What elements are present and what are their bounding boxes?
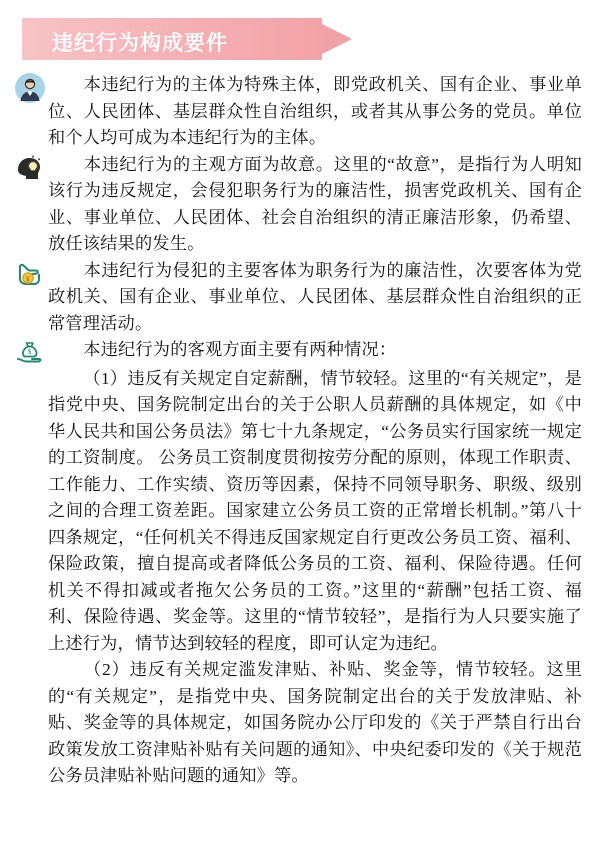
section-subject-text: 本违纪行为的主体为特殊主体，即党政机关、国有企业、事业单位、人民团体、基层群众性自治组织，或者其从事公务的党员。单位和个人均可成为本违纪行为的主体。 — [48, 75, 582, 147]
hand-money-bag-icon — [14, 337, 48, 371]
document-body — [18, 72, 582, 790]
objective-item-2-text: （2）违反有关规定滥发津贴、补贴、奖金等，情节较轻。这里的“有关规定”，是指党中央、国务院制定出台的关于发放津贴、补贴、奖金等的具体规定，如国务院办公厅印发的《关于严禁自行出台政策发放工资津贴补贴有关问题的通知》、中央纪委印发的《关于规范公务员津贴补贴问题的通知》等。 — [48, 660, 582, 785]
page-header-banner — [22, 18, 352, 60]
head-idea-bulb-icon — [14, 152, 48, 186]
page-title: 违纪行为构成要件 — [52, 32, 228, 55]
svg-text:$: $ — [27, 347, 32, 357]
section-objective-text: 本违纪行为的客观方面主要有两种情况： — [83, 340, 397, 359]
section-subject — [18, 72, 582, 152]
objective-item-2 — [18, 657, 582, 790]
objective-item-1 — [18, 366, 582, 658]
section-objective — [18, 337, 582, 364]
section-subjective-text: 本违纪行为的主观方面为故意。这里的“故意”，是指行为人明知该行为违反规定，会侵犯职务行为的廉洁性，损害党政机关、国有企业、事业单位、人民团体、社会自治组织的清正廉洁形象，仍希望、放任该结果的发生。 — [48, 154, 582, 253]
section-object-text: 本违纪行为侵犯的主要客体为职务行为的廉洁性，次要客体为党政机关、国有企业、事业单位、人民团体、基层群众性自治组织的正常管理活动。 — [48, 260, 582, 333]
person-avatar-icon — [14, 72, 48, 106]
svg-text:¥: ¥ — [26, 273, 30, 283]
section-subjective — [18, 152, 582, 258]
hand-coin-icon — [14, 258, 48, 292]
section-object — [18, 258, 582, 338]
objective-item-1-text: （1）违反有关规定自定薪酬，情节较轻。这里的“有关规定”，是指党中央、国务院制定出台的关于公职人员薪酬的具体规定，如《中华人民共和国公务员法》第七十九条规定，“公务员实行国家统一规定的工资制度。 公务员工资制度贯彻按劳分配的原则，体现工作职责、工作能力、工作实绩、资历等因素，保持不同领导职务、职级、级别之间的合理工资差距。国家建立公务员工资的正常增长机制。”第八十四条规定，“任何机关不得违反国家规定自行更改公务员工资、福利、保险政策，擅自提高或者降低公务员的工资、福利、保险待遇。任何机关不得扣减或者拖欠公务员的工资。”这里的“薪酬”包括工资、福利、保险待遇、奖金等。这里的“情节较轻”，是指行为人只要实施了上述行为，情节达到较轻的程度，即可认定为违纪。 — [48, 368, 582, 653]
